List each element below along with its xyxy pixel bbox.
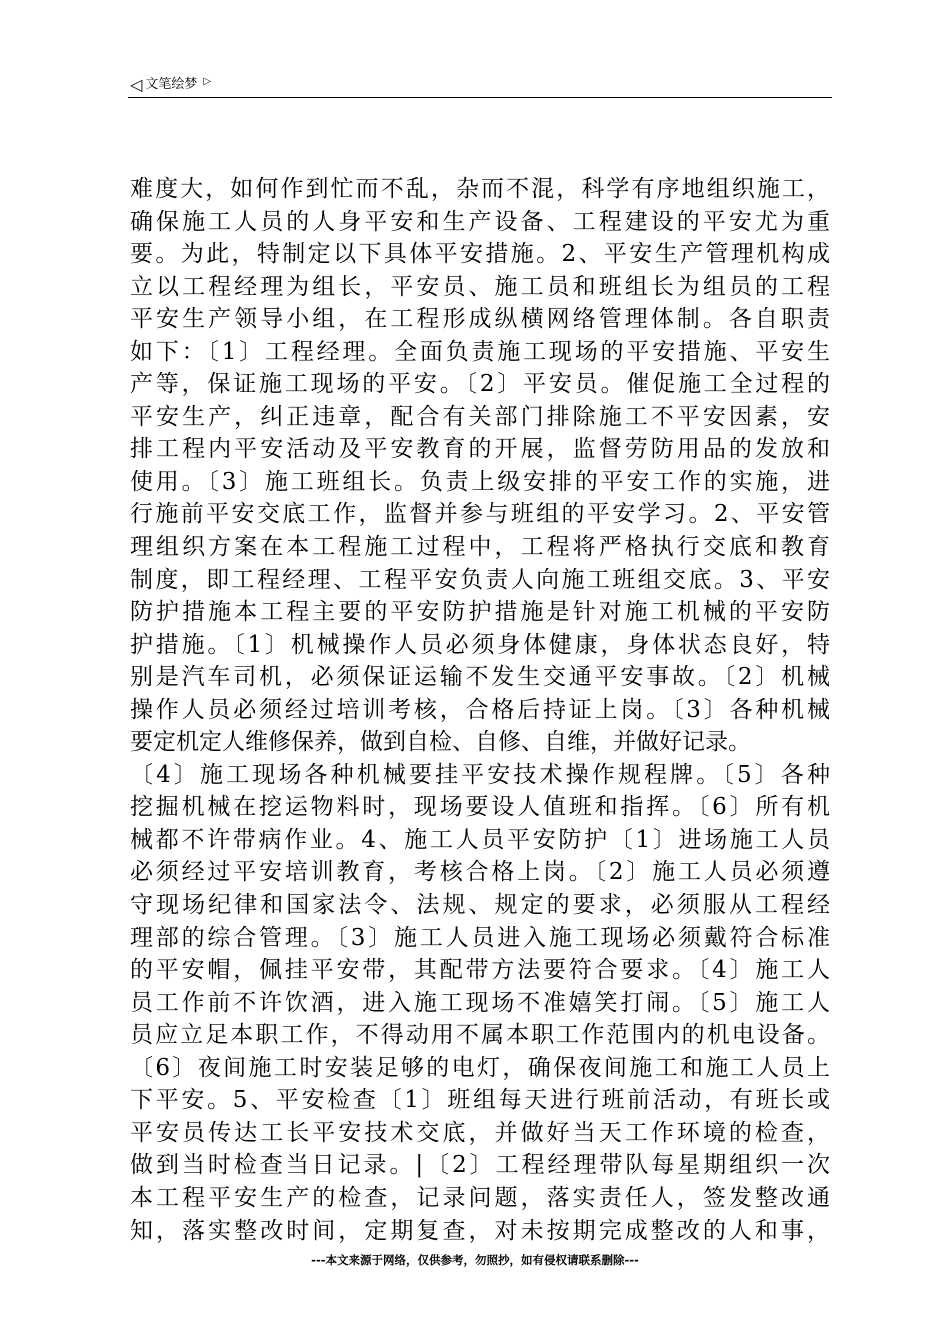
page-header (130, 74, 832, 96)
body-line: 行施前平安交底工作，监督并参与班组的平安学习。2、平安管 (130, 501, 830, 528)
body-line: 〔4〕施工现场各种机械要挂平安技术操作规程牌。〔5〕各种 (130, 761, 830, 788)
body-line: 员应立足本职工作，不得动用不属本职工作范围内的机电设备。 (130, 1022, 830, 1049)
body-line: 防护措施本工程主要的平安防护措施是针对施工机械的平安防 (130, 599, 830, 626)
body-line: 下平安。5、平安检查〔1〕班组每天进行班前活动，有班长或 (130, 1087, 830, 1114)
body-line: 做到当时检查当日记录。|〔2〕工程经理带队每星期组织一次 (130, 1152, 830, 1179)
body-line: 理部的综合管理。〔3〕施工人员进入施工现场必须戴符合标准 (130, 924, 830, 951)
triangle-right-icon: ▷ (203, 76, 212, 87)
body-line: 员工作前不许饮酒，进入施工现场不准嬉笑打闹。〔5〕施工人 (130, 989, 830, 1016)
body-line: 护措施。〔1〕机械操作人员必须身体健康，身体状态良好，特 (130, 631, 830, 658)
body-line: 械都不许带病作业。4、施工人员平安防护〔1〕进场施工人员 (130, 826, 830, 853)
body-line: 确保施工人员的人身平安和生产设备、工程建设的平安尤为重 (130, 208, 830, 235)
body-line: 难度大，如何作到忙而不乱，杂而不混，科学有序地组织施工， (130, 176, 830, 202)
body-line: 操作人员必须经过培训考核，合格后持证上岗。〔3〕各种机械 (130, 696, 830, 723)
page-footer-disclaimer: ---本文来源于网络，仅供参考，勿照抄，如有侵权请联系删除--- (311, 1253, 639, 1267)
header-divider (128, 97, 832, 98)
body-line: 平安生产领导小组，在工程形成纵横网络管理体制。各自职责 (130, 306, 830, 333)
body-line: 理组织方案在本工程施工过程中，工程将严格执行交底和教育 (130, 534, 830, 561)
body-line: 知，落实整改时间，定期复查，对未按期完成整改的人和事， (130, 1217, 830, 1244)
body-line: 本工程平安生产的检查，记录问题，落实责任人，签发整改通 (130, 1184, 830, 1211)
body-line: 别是汽车司机，必须保证运输不发生交通平安事故。〔2〕机械 (130, 664, 830, 691)
body-line: 的平安帽，佩挂平安带，其配带方法要符合要求。〔4〕施工人 (130, 957, 830, 984)
document-body (130, 173, 830, 1247)
body-line: 如下：〔1〕工程经理。全面负责施工现场的平安措施、平安生 (130, 338, 830, 365)
triangle-left-icon: ◁ (130, 75, 143, 94)
body-line: 平安员传达工长平安技术交底，并做好当天工作环境的检查， (130, 1119, 830, 1146)
body-line: 平安生产，纠正违章，配合有关部门排除施工不平安因素，安 (130, 403, 830, 430)
body-line: 〔6〕夜间施工时安装足够的电灯，确保夜间施工和施工人员上 (130, 1054, 830, 1081)
body-line: 产等，保证施工现场的平安。〔2〕平安员。催促施工全过程的 (130, 371, 830, 398)
body-line: 挖掘机械在挖运物料时，现场要设人值班和指挥。〔6〕所有机 (130, 794, 830, 821)
body-line: 要定机定人维修保养，做到自检、自修、自维，并做好记录。 (130, 729, 751, 756)
body-line: 排工程内平安活动及平安教育的开展，监督劳防用品的发放和 (130, 436, 830, 463)
body-line: 守现场纪律和国家法令、法规、规定的要求，必须服从工程经 (130, 892, 830, 919)
body-line: 制度，即工程经理、工程平安负责人向施工班组交底。3、平安 (130, 566, 830, 593)
body-line: 立以工程经理为组长，平安员、施工员和班组长为组员的工程 (130, 273, 830, 300)
header-brand: 文笔绘梦 (145, 77, 198, 92)
body-line: 必须经过平安培训教育，考核合格上岗。〔2〕施工人员必须遵 (130, 859, 830, 886)
body-line: 要。为此，特制定以下具体平安措施。2、平安生产管理机构成 (130, 241, 830, 268)
body-line: 使用。〔3〕施工班组长。负责上级安排的平安工作的实施，进 (130, 468, 830, 495)
